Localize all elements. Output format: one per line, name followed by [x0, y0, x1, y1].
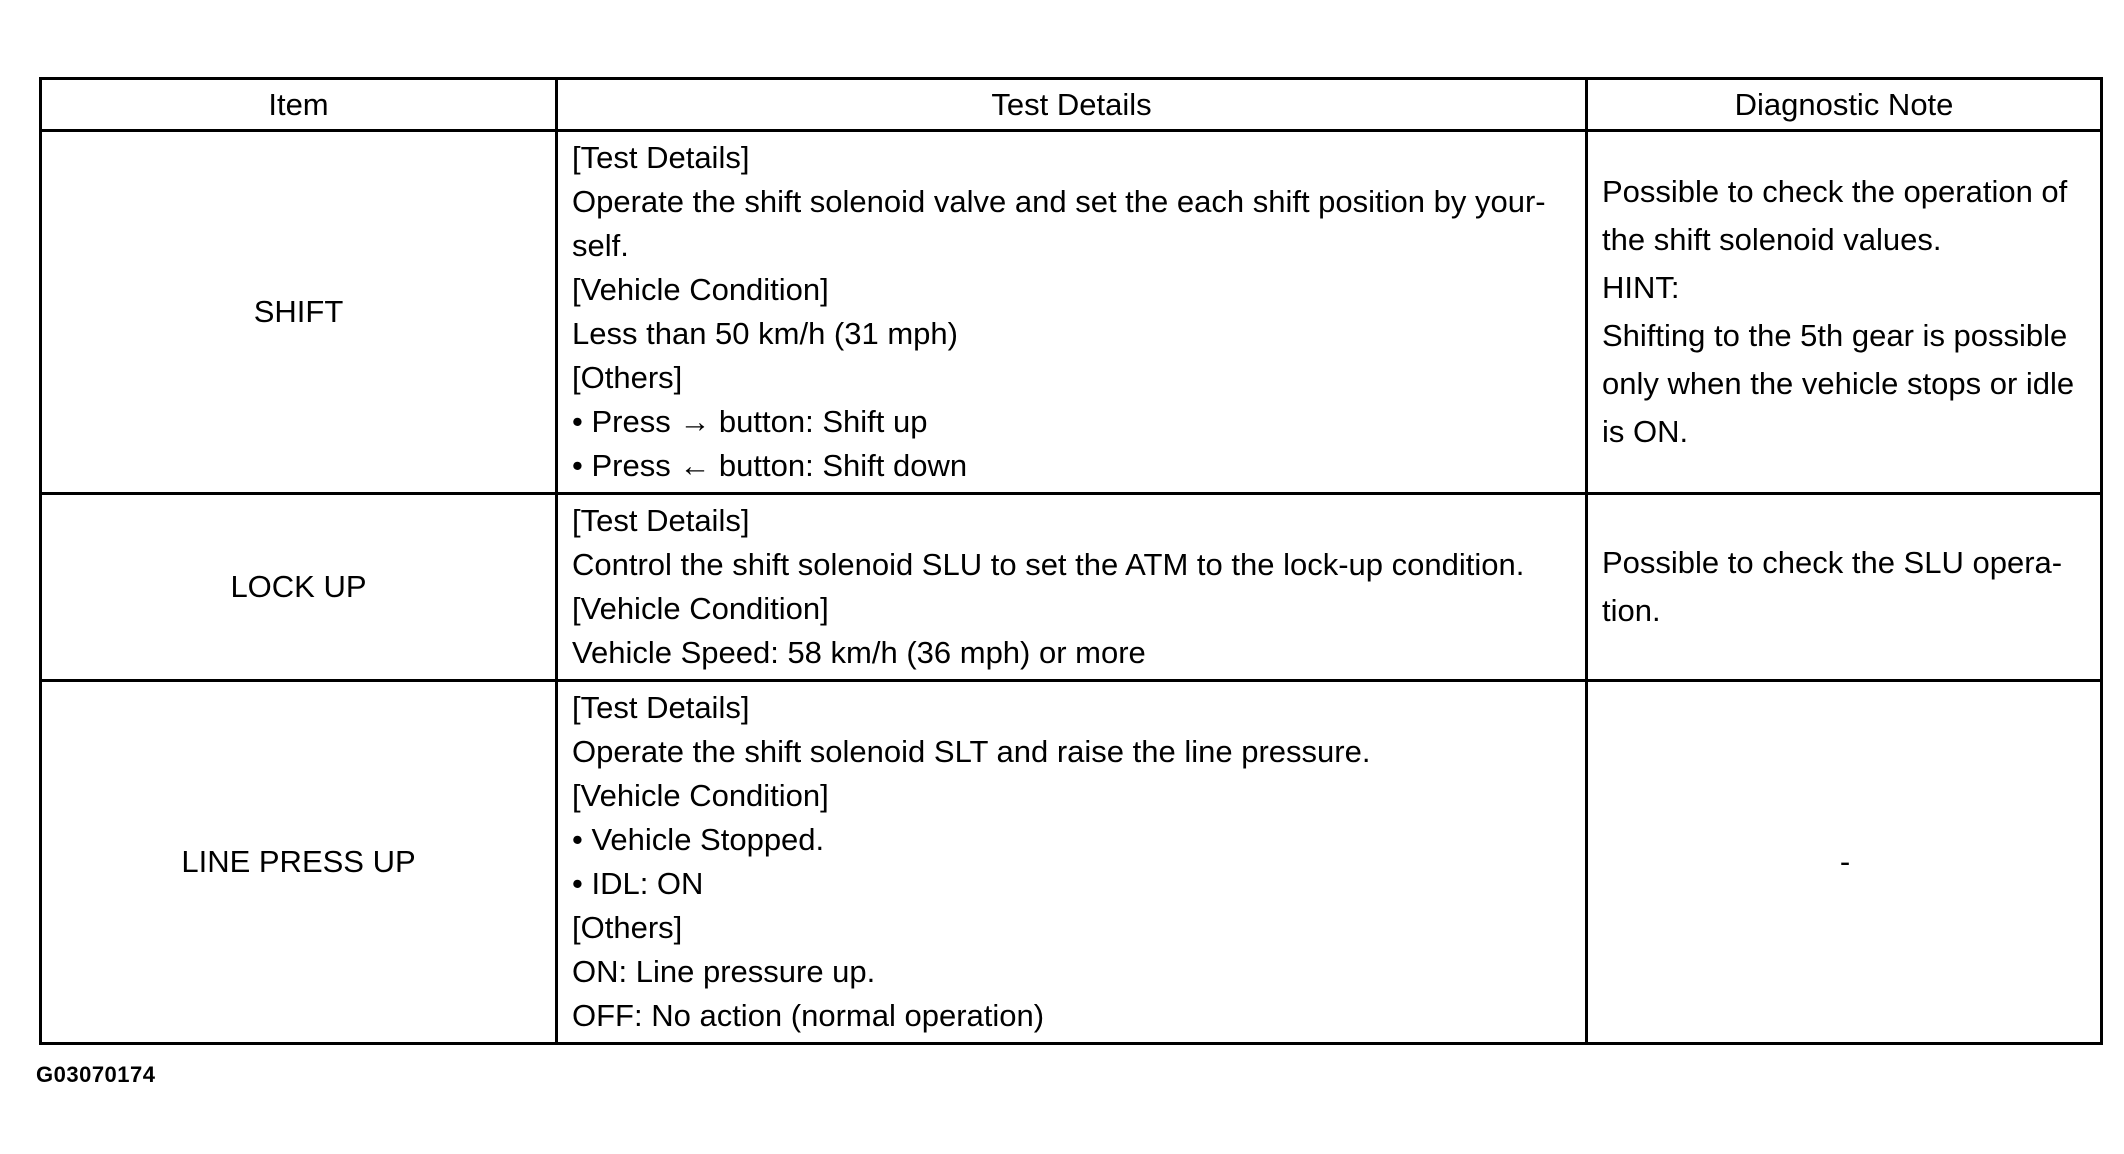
header-item: Item: [41, 79, 557, 131]
table-row: [41, 494, 2102, 681]
details-line: Operate the shift solenoid SLT and raise the line pressure.: [572, 734, 1371, 769]
note-line: Shifting to the 5th gear is possible: [1602, 318, 2068, 353]
details-line: ON: Line pressure up.: [572, 954, 876, 989]
details-line: • Press ← button: Shift down: [572, 448, 968, 483]
details-line: OFF: No action (normal operation): [572, 998, 1045, 1033]
details-line: [Vehicle Condition]: [572, 272, 829, 307]
details-line: • IDL: ON: [572, 866, 704, 901]
table-row: [41, 681, 2102, 1044]
details-line: [Test Details]: [572, 503, 750, 538]
test-details-cell: [557, 131, 1587, 494]
details-line: [Others]: [572, 360, 683, 395]
note-line: Possible to check the operation of: [1602, 174, 2068, 209]
details-line: [Test Details]: [572, 140, 750, 175]
note-line: HINT:: [1602, 270, 1680, 305]
figure-id: G03070174: [36, 1062, 156, 1087]
item-cell: LINE PRESS UP: [41, 681, 557, 1044]
details-line: [Test Details]: [572, 690, 750, 725]
details-line: self.: [572, 228, 629, 263]
diagnostic-note-cell: [1587, 494, 2102, 681]
table-row: [41, 131, 2102, 494]
details-line: Control the shift solenoid SLU to set the ATM to the lock-up condition.: [572, 547, 1525, 582]
note-line: is ON.: [1602, 414, 1689, 449]
header-diagnostic-note: Diagnostic Note: [1587, 79, 2102, 131]
details-line: Less than 50 km/h (31 mph): [572, 316, 958, 351]
diagnostic-note-cell: [1587, 681, 2102, 1044]
details-line: [Vehicle Condition]: [572, 591, 829, 626]
note-line: the shift solenoid values.: [1602, 222, 1942, 257]
active-test-table: [39, 77, 2103, 1045]
diagnostic-note-cell: [1587, 131, 2102, 494]
note-line: -: [1839, 844, 1851, 879]
details-line: [Others]: [572, 910, 683, 945]
details-line: • Press → button: Shift up: [572, 404, 928, 439]
header-test-details: Test Details: [557, 79, 1587, 131]
details-line: [Vehicle Condition]: [572, 778, 829, 813]
item-cell: SHIFT: [41, 131, 557, 494]
test-details-cell: [557, 494, 1587, 681]
details-line: • Vehicle Stopped.: [572, 822, 825, 857]
test-details-cell: [557, 681, 1587, 1044]
details-line: Vehicle Speed: 58 km/h (36 mph) or more: [572, 635, 1146, 670]
item-cell: LOCK UP: [41, 494, 557, 681]
note-line: Possible to check the SLU opera-: [1602, 545, 2063, 580]
note-line: tion.: [1602, 593, 1661, 628]
table-header-row: [41, 79, 2102, 131]
details-line: Operate the shift solenoid valve and set the each shift position by your-: [572, 184, 1546, 219]
note-line: only when the vehicle stops or idle: [1602, 366, 2075, 401]
